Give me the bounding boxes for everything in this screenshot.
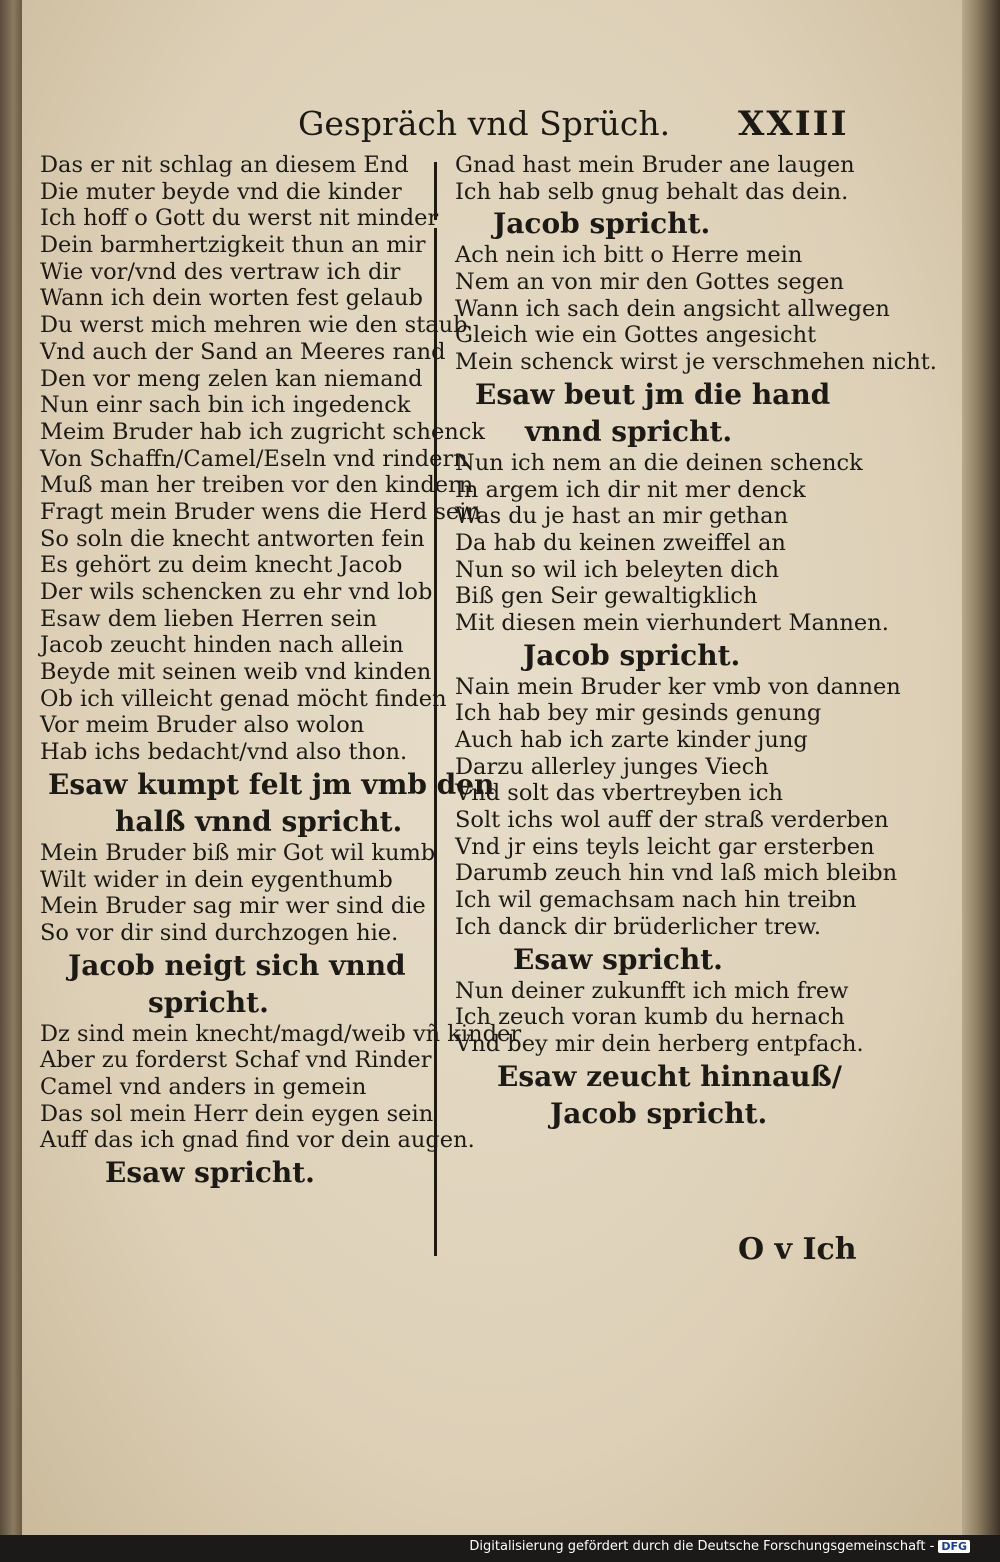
- verse-line: Ich wil gemachsam nach hin treibn: [455, 887, 857, 914]
- dfg-logo: DFG: [938, 1540, 970, 1553]
- running-title: Gespräch vnd Sprüch.: [298, 104, 671, 143]
- verse-line: Ich danck dir brüderlicher trew.: [455, 913, 822, 940]
- section-heading: Jacob spricht.: [493, 207, 711, 241]
- verse-line: Darzu allerley junges Viech: [455, 753, 769, 780]
- section-heading: Esaw spricht.: [513, 942, 723, 976]
- verse-line: Auff das ich gnad find vor dein augen.: [40, 1127, 475, 1154]
- section-heading: Jacob spricht.: [523, 638, 741, 672]
- verse-line: Wann ich sach dein angsicht allwegen: [455, 295, 890, 322]
- left-text-column: [40, 152, 522, 1191]
- verse-line: So soln die knecht antworten fein: [40, 525, 425, 552]
- verse-line: Ich hoff o Gott du werst nit minder: [40, 205, 439, 232]
- verse-line: Beyde mit seinen weib vnd kinden: [40, 659, 432, 686]
- folio-number: XXIII: [738, 104, 849, 144]
- verse-line: Jacob zeucht hinden nach allein: [40, 632, 404, 659]
- section-heading: halß vnnd spricht.: [115, 804, 403, 838]
- section-heading: Esaw zeucht hinnauß/: [497, 1059, 842, 1093]
- verse-line: Ich hab selb gnug behalt das dein.: [455, 178, 849, 205]
- verse-line: Wann ich dein worten fest gelaub: [40, 285, 423, 312]
- verse-line: Dein barmhertzigkeit thun an mir: [40, 232, 426, 259]
- section-heading: spricht.: [148, 985, 269, 1019]
- verse-line: Nem an von mir den Gottes segen: [455, 269, 844, 296]
- credit-text: Digitalisierung gefördert durch die Deutsche Forschungsgemeinschaft -: [469, 1539, 935, 1554]
- verse-line: Nun ich nem an die deinen schenck: [455, 449, 863, 476]
- verse-line: Vnd solt das vbertreyben ich: [455, 780, 783, 807]
- verse-line: Ob ich villeicht genad möcht finden: [40, 685, 447, 712]
- verse-line: Vnd bey mir dein herberg entpfach.: [455, 1030, 864, 1057]
- page-header: [0, 104, 1000, 152]
- verse-line: Darumb zeuch hin vnd laß mich bleibn: [455, 860, 898, 887]
- digitization-credit: [469, 1539, 970, 1554]
- verse-line: Vnd auch der Sand an Meeres rand: [40, 338, 446, 365]
- verse-line: Biß gen Seir gewaltigklich: [455, 583, 758, 610]
- verse-line: Das er nit schlag an diesem End: [40, 152, 409, 178]
- section-heading: Esaw spricht.: [105, 1156, 315, 1189]
- verse-line: Vnd jr eins teyls leicht gar ersterben: [455, 833, 875, 860]
- verse-line: Du werst mich mehren wie den staub: [40, 312, 468, 339]
- verse-line: Solt ichs wol auff der straß verderben: [455, 807, 889, 834]
- right-text-column: [455, 152, 937, 1132]
- verse-line: In argem ich dir nit mer denck: [455, 476, 806, 503]
- verse-line: Aber zu forderst Schaf vnd Rinder: [40, 1047, 432, 1074]
- verse-line: Esaw dem lieben Herren sein: [40, 605, 378, 632]
- section-heading: Jacob neigt sich vnnd: [68, 948, 406, 982]
- verse-line: Fragt mein Bruder wens die Herd sein: [40, 498, 481, 525]
- verse-line: Nain mein Bruder ker vmb von dannen: [455, 673, 901, 700]
- verse-line: Mein Bruder sag mir wer sind die: [40, 893, 426, 920]
- verse-line: Gleich wie ein Gottes angesicht: [455, 322, 817, 349]
- verse-line: Was du je hast an mir gethan: [455, 503, 789, 530]
- verse-line: Das sol mein Herr dein eygen sein: [40, 1100, 434, 1127]
- verse-line: Vor meim Bruder also wolon: [40, 712, 365, 739]
- verse-line: Ich zeuch voran kumb du hernach: [455, 1004, 845, 1031]
- verse-line: Nun deiner zukunfft ich mich frew: [455, 977, 849, 1004]
- verse-line: Camel vnd anders in gemein: [40, 1073, 367, 1100]
- section-heading: Esaw kumpt felt jm vmb den: [48, 767, 495, 801]
- verse-line: Es gehört zu deim knecht Jacob: [40, 552, 403, 579]
- verse-line: Da hab du keinen zweiffel an: [455, 529, 786, 556]
- verse-line: Gnad hast mein Bruder ane laugen: [455, 152, 855, 178]
- section-heading: Jacob spricht.: [550, 1096, 768, 1130]
- verse-line: Von Schaffn/Camel/Eseln vnd rindern: [40, 445, 468, 472]
- verse-line: Mein Bruder biß mir Got wil kumb: [40, 839, 436, 866]
- page-stack-edge: [962, 0, 1000, 1535]
- verse-line: Mein schenck wirst je verschmehen nicht.: [455, 349, 937, 376]
- verse-line: Ach nein ich bitt o Herre mein: [455, 242, 803, 269]
- verse-line: Mit diesen mein vierhundert Mannen.: [455, 609, 889, 636]
- signature-mark: O v Ich: [738, 1232, 857, 1267]
- verse-line: Den vor meng zelen kan niemand: [40, 365, 423, 392]
- verse-line: Die muter beyde vnd die kinder: [40, 178, 402, 205]
- verse-line: Nun so wil ich beleyten dich: [455, 556, 779, 583]
- verse-line: Auch hab ich zarte kinder jung: [455, 727, 808, 753]
- verse-line: Ich hab bey mir gesinds genung: [455, 700, 822, 727]
- section-heading: vnnd spricht.: [525, 414, 733, 448]
- verse-line: Meim Bruder hab ich zugricht schenck: [40, 418, 486, 445]
- verse-line: Muß man her treiben vor den kindern: [40, 472, 474, 499]
- verse-line: So vor dir sind durchzogen hie.: [40, 919, 399, 946]
- section-heading: Esaw beut jm die hand: [475, 377, 831, 411]
- verse-line: Der wils schencken zu ehr vnd lob: [40, 579, 433, 605]
- verse-line: Wie vor/vnd des vertraw ich dir: [40, 258, 401, 285]
- verse-line: Hab ichs bedacht/vnd also thon.: [40, 739, 408, 766]
- verse-line: Dz sind mein knecht/magd/weib vñ kinder: [40, 1020, 522, 1047]
- book-spine-edge: [0, 0, 22, 1535]
- verse-line: Nun einr sach bin ich ingedenck: [40, 392, 411, 419]
- verse-line: Wilt wider in dein eygenthumb: [40, 866, 393, 893]
